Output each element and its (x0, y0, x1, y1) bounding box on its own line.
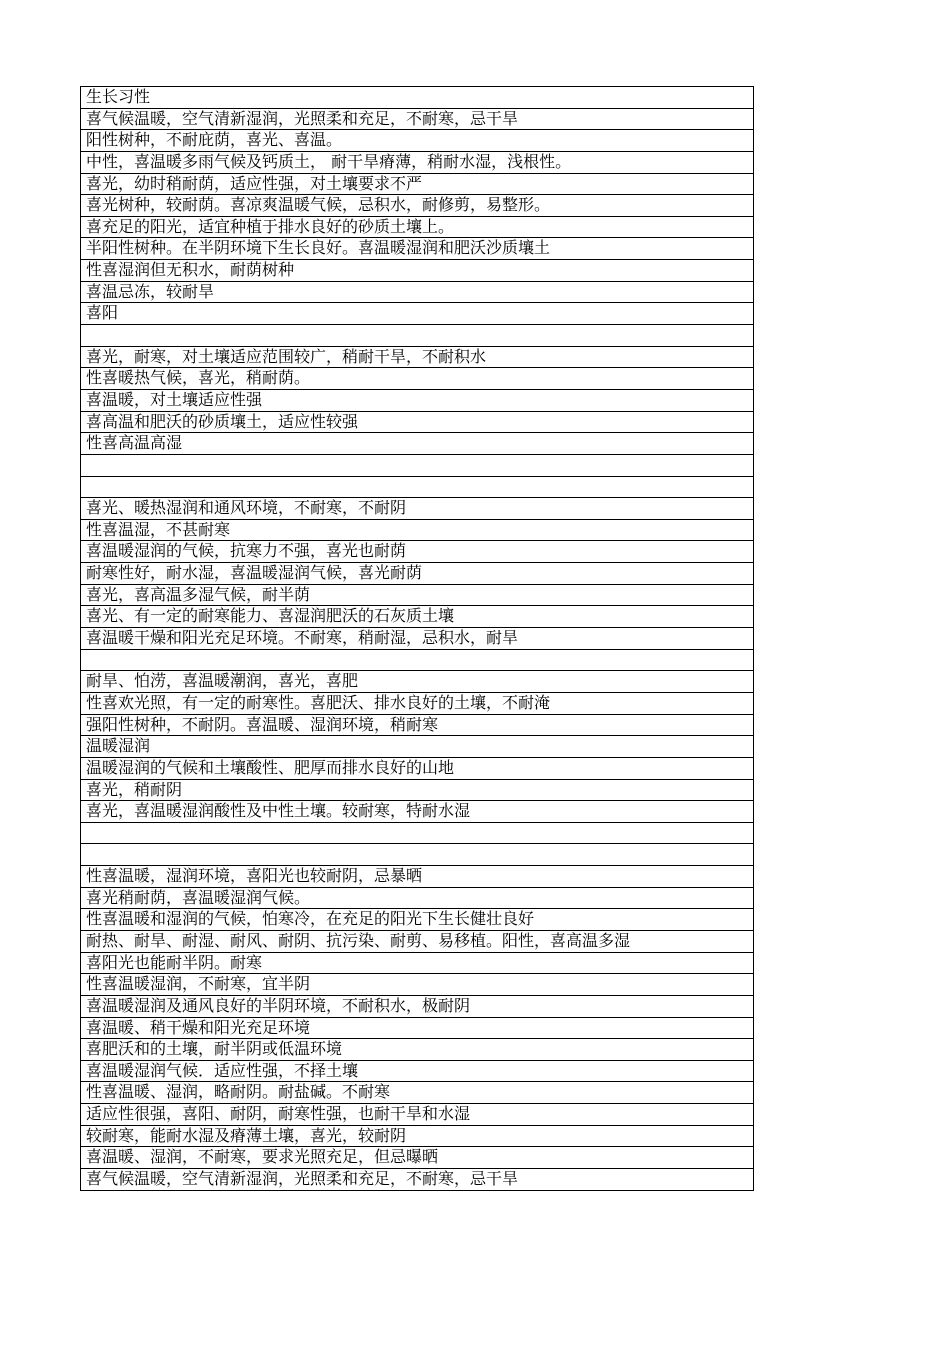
table-row[interactable]: 性喜温暖湿润，不耐寒，宜半阴 (81, 974, 753, 996)
table-row[interactable]: 温暖湿润 (81, 736, 753, 758)
table-row[interactable] (81, 650, 753, 672)
table-row[interactable]: 喜光树种，较耐荫。喜凉爽温暖气候，忌积水，耐修剪，易整形。 (81, 195, 753, 217)
table-row[interactable]: 耐寒性好，耐水湿，喜温暖湿润气候，喜光耐荫 (81, 563, 753, 585)
table-row[interactable]: 喜光，幼时稍耐荫，适应性强，对土壤要求不严 (81, 174, 753, 196)
table-row[interactable]: 喜气候温暖，空气清新湿润，光照柔和充足，不耐寒，忌干旱 (81, 1169, 753, 1191)
table-row[interactable]: 喜光，喜温暖湿润酸性及中性土壤。较耐寒，特耐水湿 (81, 801, 753, 823)
table-row[interactable]: 适应性很强，喜阳、耐阴，耐寒性强，也耐干旱和水湿 (81, 1104, 753, 1126)
table-row[interactable] (81, 455, 753, 477)
table-row[interactable]: 喜光、暖热湿润和通风环境，不耐寒，不耐阴 (81, 498, 753, 520)
table-row[interactable]: 喜温暖、湿润，不耐寒，要求光照充足，但忌曝晒 (81, 1147, 753, 1169)
table-row[interactable]: 性喜暖热气候，喜光，稍耐荫。 (81, 368, 753, 390)
table-row[interactable]: 喜温暖干燥和阳光充足环境。不耐寒，稍耐湿，忌积水，耐旱 (81, 628, 753, 650)
table-row[interactable]: 温暖湿润的气候和土壤酸性、肥厚而排水良好的山地 (81, 758, 753, 780)
table-row[interactable]: 喜光，稍耐阴 (81, 780, 753, 802)
table-row[interactable]: 耐旱、怕涝，喜温暖潮润，喜光，喜肥 (81, 671, 753, 693)
table-row[interactable]: 喜温暖湿润及通风良好的半阴环境，不耐积水，极耐阴 (81, 996, 753, 1018)
table-row[interactable]: 性喜温暖、湿润，略耐阴。耐盐碱。不耐寒 (81, 1082, 753, 1104)
table-row[interactable]: 阳性树种，不耐庇荫，喜光、喜温。 (81, 130, 753, 152)
table-row[interactable]: 性喜欢光照，有一定的耐寒性。喜肥沃、排水良好的土壤，不耐淹 (81, 693, 753, 715)
table-row[interactable]: 喜光稍耐荫，喜温暖湿润气候。 (81, 888, 753, 910)
table-row[interactable]: 喜温暖、稍干燥和阳光充足环境 (81, 1018, 753, 1040)
table-row[interactable]: 喜高温和肥沃的砂质壤土，适应性较强 (81, 412, 753, 434)
table-row[interactable]: 喜温暖湿润气候．适应性强，不择土壤 (81, 1061, 753, 1083)
table-row[interactable]: 喜光，耐寒，对土壤适应范围较广，稍耐干旱，不耐积水 (81, 347, 753, 369)
table-row[interactable]: 喜阳 (81, 303, 753, 325)
table-row[interactable]: 喜温忌冻，较耐旱 (81, 282, 753, 304)
table-row[interactable]: 强阳性树种，不耐阴。喜温暖、湿润环境，稍耐寒 (81, 715, 753, 737)
table-row[interactable]: 性喜温暖和湿润的气候，怕寒冷，在充足的阳光下生长健壮良好 (81, 909, 753, 931)
table-row[interactable]: 喜温暖，对土壤适应性强 (81, 390, 753, 412)
table-row[interactable] (81, 823, 753, 845)
table-row[interactable]: 性喜高温高湿 (81, 433, 753, 455)
table-row[interactable]: 性喜湿润但无积水，耐荫树种 (81, 260, 753, 282)
table-row[interactable]: 喜充足的阳光，适宜种植于排水良好的砂质土壤上。 (81, 217, 753, 239)
table-row[interactable] (81, 477, 753, 499)
table-row[interactable]: 性喜温湿，不甚耐寒 (81, 520, 753, 542)
table-row[interactable]: 喜光，喜高温多湿气候，耐半荫 (81, 585, 753, 607)
table-row[interactable]: 较耐寒，能耐水湿及瘠薄土壤，喜光，较耐阴 (81, 1126, 753, 1148)
table-row[interactable]: 性喜温暖，湿润环境，喜阳光也较耐阴，忌暴晒 (81, 866, 753, 888)
spreadsheet-table (80, 86, 754, 1191)
table-row[interactable] (81, 844, 753, 866)
table-row[interactable]: 喜肥沃和的土壤，耐半阴或低温环境 (81, 1039, 753, 1061)
table-row[interactable] (81, 325, 753, 347)
table-row[interactable]: 耐热、耐旱、耐湿、耐风、耐阴、抗污染、耐剪、易移植。阳性，喜高温多湿 (81, 931, 753, 953)
table-header-cell[interactable]: 生长习性 (81, 87, 753, 109)
table-row[interactable]: 喜阳光也能耐半阴。耐寒 (81, 953, 753, 975)
table-row[interactable]: 喜光、有一定的耐寒能力、喜湿润肥沃的石灰质土壤 (81, 606, 753, 628)
table-row[interactable]: 喜气候温暖，空气清新湿润，光照柔和充足，不耐寒，忌干旱 (81, 109, 753, 131)
table-row[interactable]: 半阳性树种。在半阴环境下生长良好。喜温暖湿润和肥沃沙质壤土 (81, 238, 753, 260)
table-row[interactable]: 喜温暖湿润的气候，抗寒力不强，喜光也耐荫 (81, 541, 753, 563)
table-row[interactable]: 中性，喜温暖多雨气候及钙质土， 耐干旱瘠薄，稍耐水湿，浅根性。 (81, 152, 753, 174)
